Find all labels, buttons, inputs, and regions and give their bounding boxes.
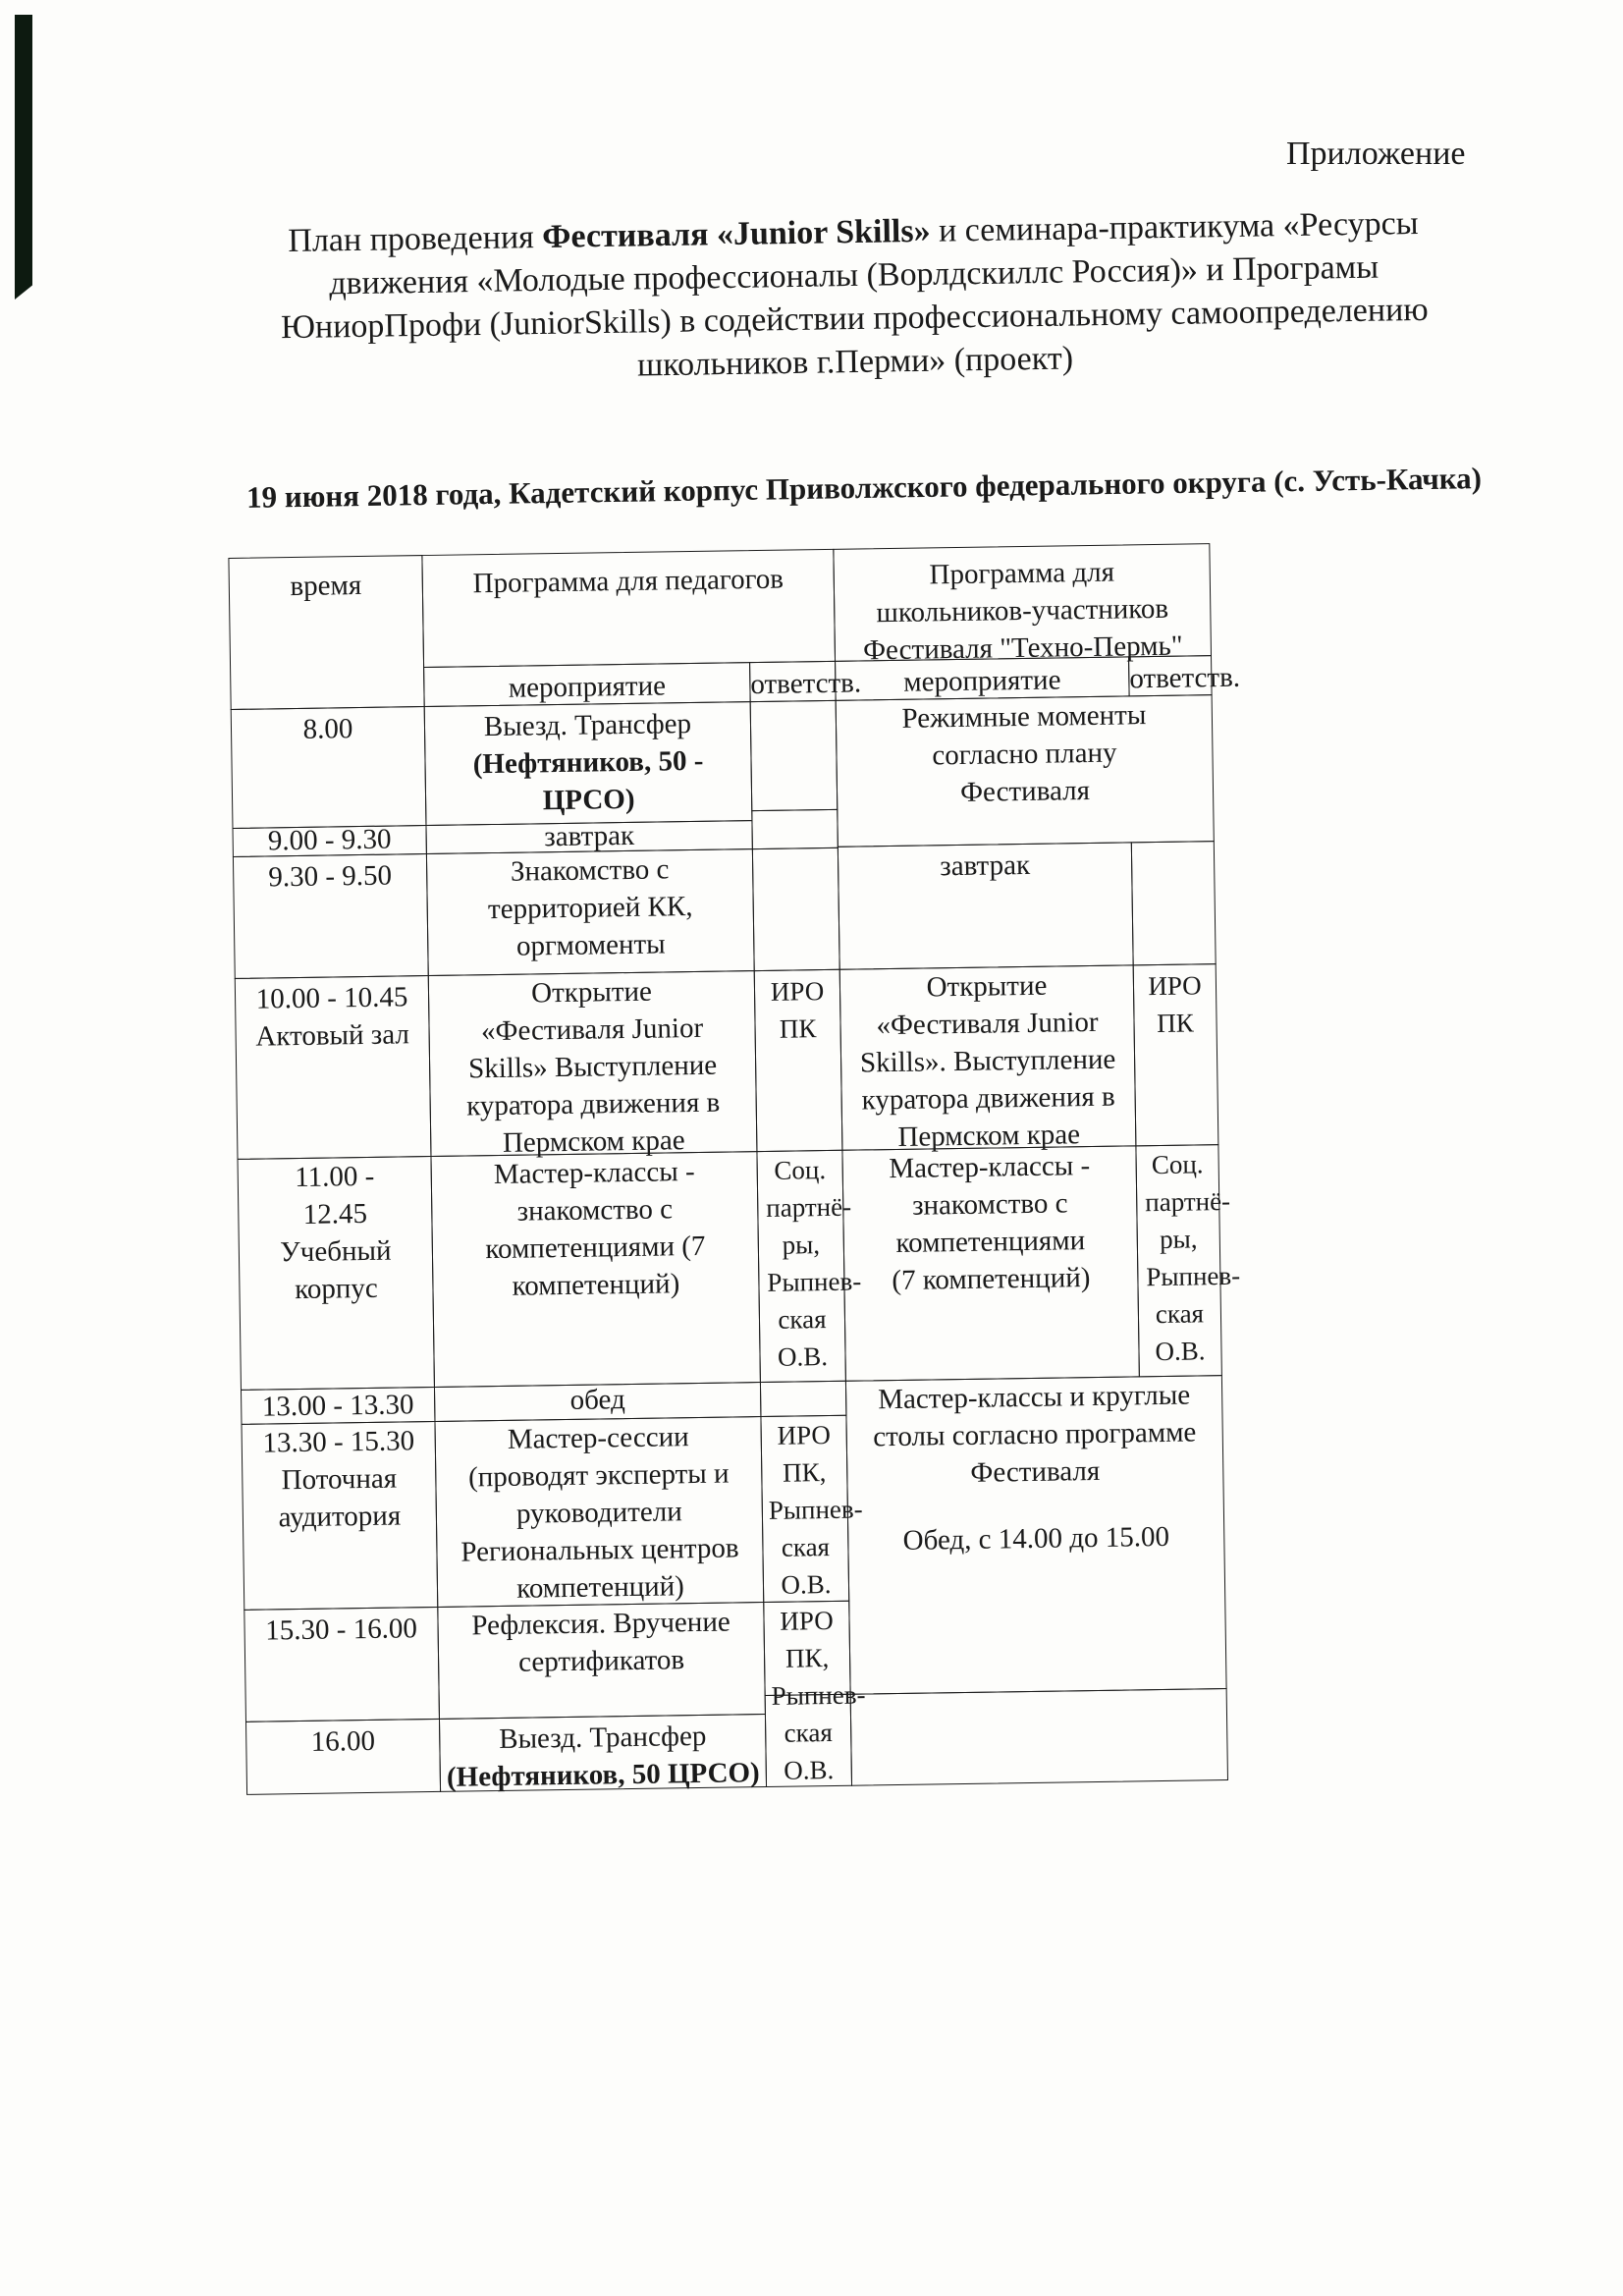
row-students-responsible: ИРО ПК bbox=[1133, 963, 1219, 1146]
row-time: 9.00 - 9.30 bbox=[232, 825, 426, 857]
header-students-responsible: ответств. bbox=[1128, 655, 1213, 696]
event-text: Выезд. Трансфер bbox=[498, 1720, 707, 1756]
place-value: Актовый зал bbox=[255, 1018, 410, 1053]
row-teachers-responsible bbox=[752, 847, 840, 971]
scan-edge-artifact bbox=[15, 15, 32, 300]
row-students-event: завтрак bbox=[838, 842, 1134, 969]
row-teachers-responsible bbox=[760, 1381, 847, 1417]
time-value: 13.30 - 15.30 bbox=[262, 1425, 415, 1459]
header-students-event: мероприятие bbox=[835, 656, 1130, 700]
title-festival-name: Фестиваля «Junior Skills» bbox=[541, 212, 931, 255]
row-teachers-event: Мастер-классы - знакомство с компетенциями (7 компетенций) bbox=[430, 1151, 760, 1388]
row-teachers-event bbox=[424, 701, 753, 826]
row-teachers-event: Открытие «Фестиваля Junior Skills» Выступление куратора движения в Пермском крае bbox=[428, 970, 758, 1157]
row-teachers-event bbox=[439, 1714, 767, 1792]
row-time: 13.00 - 13.30 bbox=[241, 1387, 436, 1425]
row-time bbox=[241, 1421, 438, 1611]
row-teachers-event: завтрак bbox=[425, 820, 752, 854]
event-address: (Нефтяников, 50 ЦРСО) bbox=[446, 1757, 760, 1793]
schedule-table bbox=[228, 511, 1575, 1831]
row-students-responsible: Соц. партнё-ры, Рыпнев-ская О.В. bbox=[1135, 1144, 1221, 1377]
place-value: Поточная аудитория bbox=[278, 1462, 402, 1534]
row-time bbox=[235, 975, 432, 1160]
header-teachers-responsible: ответств. bbox=[749, 661, 837, 702]
title-part3: и семинара-практикума «Ресурсы движения «Молодые профессионалы (Ворлдскиллс Россия)» и Програмы ЮниорПрофи (JuniorSkills) в содействии профессиональному самоопределению школьников г.Перми» (проект) bbox=[280, 204, 1429, 384]
row-teachers-responsible bbox=[751, 809, 839, 849]
event-text: Мастер-классы и круглые столы согласно программе Фестиваля bbox=[872, 1379, 1197, 1489]
header-students: Программа для школьников-участников Фестиваля "Техно-Пермь" bbox=[833, 543, 1212, 662]
row-students-event: Открытие «Фестиваля Junior Skills». Выступление куратора движения в Пермском крае bbox=[839, 964, 1137, 1150]
title-part1: План проведения bbox=[288, 218, 543, 260]
time-value: 11.00 - 12.45 bbox=[295, 1160, 375, 1230]
row-teachers-event: Знакомство с территорией КК, оргмоменты bbox=[426, 848, 755, 976]
row-students-event bbox=[850, 1688, 1228, 1786]
appendix-label: Приложение bbox=[1286, 136, 1466, 172]
row-teachers-responsible bbox=[765, 1694, 852, 1787]
row-students-event: Мастер-классы - знакомство с компетенциями (7 компетенций) bbox=[841, 1145, 1139, 1381]
row-teachers-responsible bbox=[750, 700, 839, 811]
document-title bbox=[235, 201, 1475, 394]
row-teachers-event: Рефлексия. Вручение сертификатов bbox=[437, 1602, 766, 1720]
row-teachers-responsible: ИРО ПК bbox=[754, 969, 843, 1152]
event-text: Выезд. Трансфер bbox=[483, 708, 692, 743]
row-teachers-responsible: ИРО ПК, Рыпнев-ская О.В. bbox=[763, 1601, 850, 1696]
row-time: 16.00 bbox=[245, 1719, 441, 1795]
row-students-event: Режимные моменты согласно плану Фестиваля bbox=[836, 694, 1215, 847]
row-teachers-event: Мастер-сессии (проводят эксперты и руководители Региональных центров компетенций) bbox=[434, 1416, 764, 1608]
row-teachers-responsible: ИРО ПК, Рыпнев-ская О.В. bbox=[760, 1415, 849, 1603]
row-teachers-responsible: Соц. партнё-ры, Рыпнев-ская О.В. bbox=[756, 1150, 845, 1383]
place-value: Учебный корпус bbox=[280, 1234, 392, 1306]
row-students-responsible bbox=[1131, 841, 1217, 965]
header-teachers-event: мероприятие bbox=[423, 662, 751, 707]
row-time: 8.00 bbox=[231, 706, 427, 829]
document-subtitle: 19 июня 2018 года, Кадетский корпус Приволжского федерального округа (с. Усть-Качка) bbox=[245, 461, 1483, 515]
event-address: (Нефтяников, 50 - ЦРСО) bbox=[472, 744, 704, 817]
lunch-note: Обед, с 14.00 до 15.00 bbox=[902, 1520, 1170, 1557]
header-time: время bbox=[228, 555, 424, 710]
row-students-event bbox=[845, 1375, 1227, 1695]
row-time bbox=[237, 1156, 434, 1391]
header-teachers: Программа для педагогов bbox=[421, 549, 836, 668]
row-time: 15.30 - 16.00 bbox=[243, 1607, 440, 1722]
row-teachers-event: обед bbox=[434, 1382, 761, 1422]
row-time: 9.30 - 9.50 bbox=[233, 853, 429, 979]
time-value: 10.00 - 10.45 bbox=[255, 981, 408, 1015]
